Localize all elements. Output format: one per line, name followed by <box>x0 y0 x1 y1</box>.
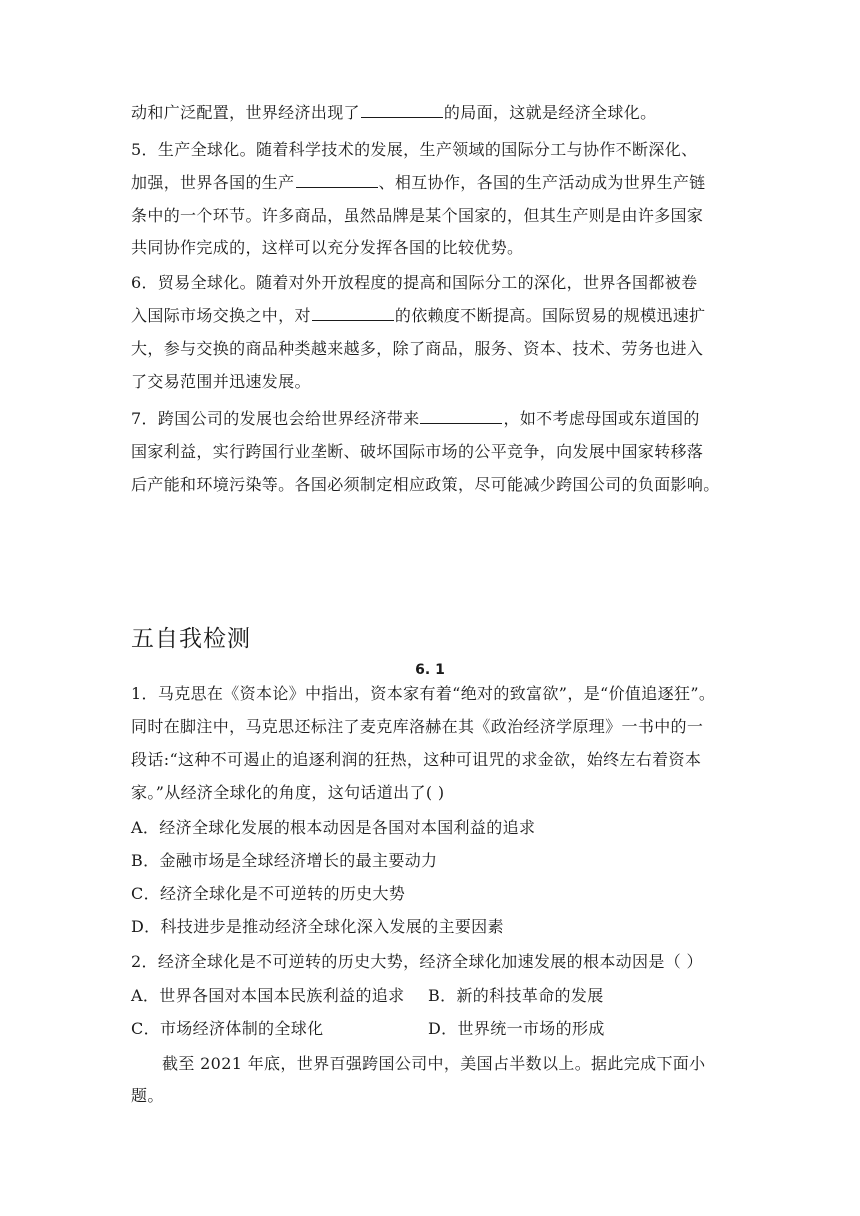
section-subheading: 6. 1 <box>415 662 445 678</box>
section-heading: 五自我检测 <box>131 626 251 652</box>
text-line: 共同协作完成的，这样可以充分发挥各国的比较优势。 <box>131 238 524 257</box>
question-2-options-row <box>131 1019 741 1039</box>
question-1-line: 家。”从经济全球化的角度，这句话道出了( ) <box>131 783 445 802</box>
question-1-line: 1．马克思在《资本论》中指出，资本家有着“绝对的致富欲”，是“价值追逐狂”。 <box>131 684 716 703</box>
question-1-option-d: D．科技进步是推动经济全球化深入发展的主要因素 <box>131 917 504 936</box>
text-line: 入国际市场交换之中，对 的依赖度不断提高。国际贸易的规模迅速扩 <box>131 306 706 325</box>
question-2-option-a: A．世界各国对本国本民族利益的追求 <box>131 986 405 1005</box>
text-line: 动和广泛配置，世界经济出现了 的局面，这就是经济全球化。 <box>131 103 657 122</box>
fill-blank <box>361 103 443 118</box>
text-line: 5．生产全球化。随着科学技术的发展，生产领域的国际分工与协作不断深化、 <box>131 140 698 159</box>
question-2-option-b: B．新的科技革命的发展 <box>428 986 604 1005</box>
question-1-option-a: A．经济全球化发展的根本动因是各国对本国利益的追求 <box>131 818 536 837</box>
question-1-option-b: B．金融市场是全球经济增长的最主要动力 <box>131 851 438 870</box>
question-2-option-c: C．市场经济体制的全球化 <box>131 1019 324 1038</box>
text-line: 了交易范围并迅速发展。 <box>131 372 311 391</box>
question-2-option-d: D．世界统一市场的形成 <box>428 1019 605 1038</box>
fill-blank <box>296 173 378 188</box>
text-line: 加强，世界各国的生产 、相互协作，各国的生产活动成为世界生产链 <box>131 173 706 192</box>
text-line: 条中的一个环节。许多商品，虽然品牌是某个国家的，但其生产则是由许多国家 <box>131 206 704 225</box>
question-2-stem: 2．经济全球化是不可逆转的历史大势，经济全球化加速发展的根本动因是（ ） <box>131 952 703 971</box>
text-line: 大，参与交换的商品种类越来越多，除了商品，服务、资本、技术、劳务也进入 <box>131 339 704 358</box>
text-line: 6．贸易全球化。随着对外开放程度的提高和国际分工的深化，世界各国都被卷 <box>131 273 698 292</box>
question-1-line: 同时在脚注中，马克思还标注了麦克库洛赫在其《政治经济学原理》一书中的一 <box>131 717 704 736</box>
question-2-options-row <box>131 986 741 1006</box>
question-1-line: 段话:“这种不可遏止的追逐利润的狂热，这种可诅咒的求金欲，始终左右着资本 <box>131 750 702 769</box>
text-line: 国家利益，实行跨国行业垄断、破坏国际市场的公平竞争，向发展中国家转移落 <box>131 442 704 461</box>
passage-line: 题。 <box>131 1086 164 1105</box>
passage-line: 截至 2021 年底，世界百强跨国公司中，美国占半数以上。据此完成下面小 <box>162 1054 706 1073</box>
fill-blank <box>312 306 394 321</box>
text-line: 后产能和环境污染等。各国必须制定相应政策，尽可能减少跨国公司的负面影响。 <box>131 475 720 494</box>
fill-blank <box>420 409 502 424</box>
question-1-option-c: C．经济全球化是不可逆转的历史大势 <box>131 884 406 903</box>
text-line: 7．跨国公司的发展也会给世界经济带来 ，如不考虑母国或东道国的 <box>131 409 700 428</box>
